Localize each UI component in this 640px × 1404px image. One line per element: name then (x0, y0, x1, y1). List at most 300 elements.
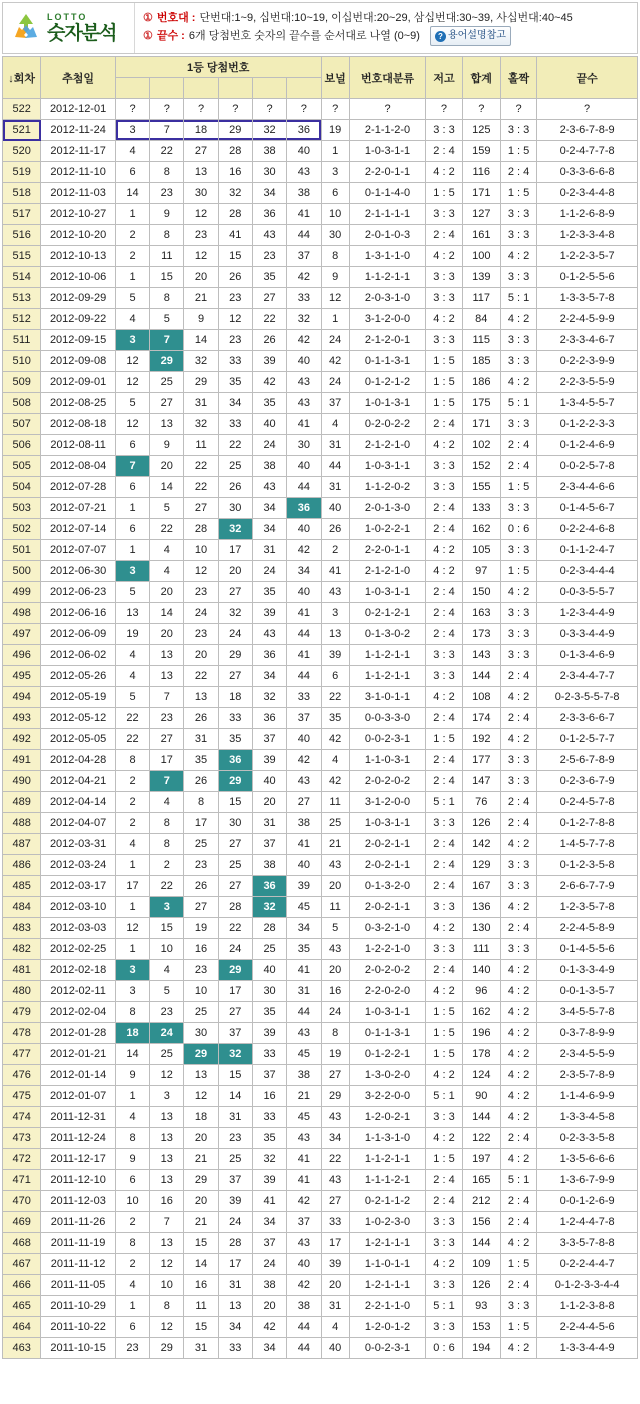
row-ball-5: 32 (252, 120, 286, 141)
row-round[interactable]: 517 (3, 204, 41, 225)
row-draw-date: 2012-09-08 (41, 351, 116, 372)
row-ball-3: 31 (184, 393, 218, 414)
row-draw-date: 2012-07-21 (41, 498, 116, 519)
row-round[interactable]: 502 (3, 519, 41, 540)
row-ball-6: 38 (287, 1296, 321, 1317)
row-bonus: ? (321, 99, 349, 120)
row-ball-1: 5 (115, 393, 149, 414)
row-ball-2: 15 (150, 267, 184, 288)
row-classify: 1-1-2-1-1 (349, 645, 426, 666)
row-ball-5: 39 (252, 1023, 286, 1044)
row-round[interactable]: 465 (3, 1296, 41, 1317)
table-row[interactable] (3, 855, 638, 876)
table-row[interactable] (3, 1044, 638, 1065)
row-round[interactable]: 477 (3, 1044, 41, 1065)
row-round[interactable]: 472 (3, 1149, 41, 1170)
col-header-classify[interactable]: 번호대분류 (349, 57, 426, 99)
row-sum: 96 (462, 981, 500, 1002)
table-row[interactable] (3, 393, 638, 414)
row-sum: ? (462, 99, 500, 120)
col-header-tail[interactable]: 끝수 (537, 57, 638, 99)
table-row[interactable] (3, 750, 638, 771)
row-sum: 125 (462, 120, 500, 141)
col-header-date[interactable]: 추첨일 (41, 57, 116, 99)
row-ball-5: 43 (252, 624, 286, 645)
row-tail: 0-1-1-2-4-7 (537, 540, 638, 561)
row-ball-5: 23 (252, 246, 286, 267)
row-classify: 2-2-1-1-0 (349, 1296, 426, 1317)
col-header-low-high[interactable]: 저고 (426, 57, 462, 99)
row-ball-5: 34 (252, 519, 286, 540)
col-header-ball-5 (252, 78, 286, 99)
table-row[interactable] (3, 351, 638, 372)
table-row[interactable] (3, 435, 638, 456)
row-round[interactable]: 471 (3, 1170, 41, 1191)
row-low-high: 3 : 3 (426, 456, 462, 477)
row-tail: 2-3-4-5-5-9 (537, 1044, 638, 1065)
row-ball-6: 35 (287, 939, 321, 960)
row-ball-4: 23 (218, 1128, 252, 1149)
table-row[interactable] (3, 1338, 638, 1359)
table-row[interactable] (3, 99, 638, 120)
row-sum: 174 (462, 708, 500, 729)
row-round[interactable]: 469 (3, 1212, 41, 1233)
table-row[interactable] (3, 708, 638, 729)
row-round[interactable]: 496 (3, 645, 41, 666)
row-classify: 1-2-1-1-1 (349, 1275, 426, 1296)
row-bonus: 1 (321, 309, 349, 330)
row-round[interactable]: 488 (3, 813, 41, 834)
row-ball-2: 8 (150, 1296, 184, 1317)
row-ball-3: 23 (184, 855, 218, 876)
row-ball-5: 20 (252, 1296, 286, 1317)
row-tail: 0-1-2-4-6-9 (537, 435, 638, 456)
row-round[interactable]: 513 (3, 288, 41, 309)
table-row[interactable] (3, 267, 638, 288)
row-low-high: 1 : 5 (426, 1023, 462, 1044)
row-ball-1: 1 (115, 855, 149, 876)
table-row[interactable] (3, 1086, 638, 1107)
row-sum: 90 (462, 1086, 500, 1107)
row-draw-date: 2011-10-22 (41, 1317, 116, 1338)
table-row[interactable] (3, 1170, 638, 1191)
row-round[interactable]: 490 (3, 771, 41, 792)
row-classify: 1-2-0-2-1 (349, 1107, 426, 1128)
row-low-high: 2 : 4 (426, 1170, 462, 1191)
row-round[interactable]: 475 (3, 1086, 41, 1107)
table-row[interactable] (3, 540, 638, 561)
table-row[interactable] (3, 1002, 638, 1023)
row-ball-1: 8 (115, 750, 149, 771)
row-round[interactable]: 487 (3, 834, 41, 855)
row-low-high: 2 : 4 (426, 624, 462, 645)
row-ball-4: 33 (218, 708, 252, 729)
row-draw-date: 2012-03-31 (41, 834, 116, 855)
row-low-high: 1 : 5 (426, 1149, 462, 1170)
table-row[interactable] (3, 498, 638, 519)
table-row[interactable] (3, 834, 638, 855)
table-row[interactable] (3, 309, 638, 330)
row-round[interactable]: 500 (3, 561, 41, 582)
table-row[interactable] (3, 1065, 638, 1086)
row-bonus: 10 (321, 204, 349, 225)
table-row[interactable] (3, 1212, 638, 1233)
table-row[interactable] (3, 792, 638, 813)
note-2-bullet-icon: ① (143, 30, 153, 42)
row-ball-6: 44 (287, 1338, 321, 1359)
row-ball-4: 41 (218, 225, 252, 246)
row-round[interactable]: 482 (3, 939, 41, 960)
row-ball-5: 25 (252, 939, 286, 960)
row-sum: 161 (462, 225, 500, 246)
row-ball-2: 13 (150, 1128, 184, 1149)
table-row[interactable] (3, 456, 638, 477)
row-low-high: 2 : 4 (426, 519, 462, 540)
row-classify: 3-2-2-0-0 (349, 1086, 426, 1107)
row-round[interactable]: 486 (3, 855, 41, 876)
row-ball-3: 10 (184, 540, 218, 561)
glossary-help-button[interactable] (430, 26, 511, 46)
table-row[interactable] (3, 918, 638, 939)
row-round[interactable]: 493 (3, 708, 41, 729)
row-low-high: 3 : 3 (426, 897, 462, 918)
row-ball-6: 40 (287, 855, 321, 876)
table-row[interactable] (3, 1023, 638, 1044)
row-odd-even: 4 : 2 (500, 246, 536, 267)
row-ball-4: 25 (218, 456, 252, 477)
row-ball-6: 36 (287, 120, 321, 141)
row-ball-4: 17 (218, 540, 252, 561)
row-low-high: 2 : 4 (426, 960, 462, 981)
row-ball-3: 8 (184, 792, 218, 813)
row-round[interactable]: 498 (3, 603, 41, 624)
row-sum: 147 (462, 771, 500, 792)
row-odd-even: 4 : 2 (500, 309, 536, 330)
table-row[interactable] (3, 519, 638, 540)
row-round[interactable]: 514 (3, 267, 41, 288)
row-classify: 0-1-3-2-0 (349, 876, 426, 897)
row-round[interactable]: 511 (3, 330, 41, 351)
table-row[interactable] (3, 582, 638, 603)
table-row[interactable] (3, 477, 638, 498)
row-round[interactable]: 509 (3, 372, 41, 393)
row-bonus: 33 (321, 1212, 349, 1233)
row-low-high: 4 : 2 (426, 162, 462, 183)
row-draw-date: 2012-07-28 (41, 477, 116, 498)
row-ball-1: 5 (115, 288, 149, 309)
col-header-bonus[interactable]: 보널 (321, 57, 349, 99)
table-row[interactable] (3, 1233, 638, 1254)
row-bonus: 40 (321, 1338, 349, 1359)
table-row[interactable] (3, 897, 638, 918)
row-sum: 144 (462, 666, 500, 687)
row-round[interactable]: 521 (3, 120, 41, 141)
table-row[interactable] (3, 1149, 638, 1170)
col-header-odd-even[interactable]: 홀짝 (500, 57, 536, 99)
row-ball-2: 7 (150, 687, 184, 708)
row-round[interactable]: 484 (3, 897, 41, 918)
table-row[interactable] (3, 330, 638, 351)
row-tail: 2-3-3-6-6-7 (537, 708, 638, 729)
row-round[interactable]: 516 (3, 225, 41, 246)
row-bonus: 43 (321, 582, 349, 603)
row-draw-date: 2011-12-24 (41, 1128, 116, 1149)
row-round[interactable]: 476 (3, 1065, 41, 1086)
row-round[interactable]: 489 (3, 792, 41, 813)
row-ball-3: 25 (184, 834, 218, 855)
row-ball-4: 33 (218, 1338, 252, 1359)
row-ball-1: 6 (115, 435, 149, 456)
row-ball-4: 12 (218, 309, 252, 330)
row-round[interactable]: 499 (3, 582, 41, 603)
table-row[interactable] (3, 729, 638, 750)
table-row[interactable] (3, 1191, 638, 1212)
row-tail: 1-2-3-5-7-8 (537, 897, 638, 918)
header-row (3, 57, 638, 78)
row-round[interactable]: 474 (3, 1107, 41, 1128)
row-round[interactable]: 504 (3, 477, 41, 498)
row-round[interactable]: 495 (3, 666, 41, 687)
row-ball-4: ? (218, 99, 252, 120)
row-round[interactable]: 492 (3, 729, 41, 750)
row-ball-1: 1 (115, 897, 149, 918)
row-ball-6: 45 (287, 1044, 321, 1065)
row-round[interactable]: 485 (3, 876, 41, 897)
row-sum: 162 (462, 519, 500, 540)
row-bonus: 39 (321, 645, 349, 666)
col-header-ball-4 (218, 78, 252, 99)
row-sum: 150 (462, 582, 500, 603)
row-odd-even: 1 : 5 (500, 1317, 536, 1338)
table-row[interactable] (3, 1296, 638, 1317)
row-round[interactable]: 483 (3, 918, 41, 939)
row-ball-5: 35 (252, 393, 286, 414)
table-row[interactable] (3, 183, 638, 204)
row-round[interactable]: 463 (3, 1338, 41, 1359)
row-ball-2: 4 (150, 540, 184, 561)
row-round[interactable]: 480 (3, 981, 41, 1002)
row-draw-date: 2011-12-10 (41, 1170, 116, 1191)
table-row[interactable] (3, 876, 638, 897)
row-classify: 0-1-1-3-1 (349, 351, 426, 372)
row-ball-3: 15 (184, 1317, 218, 1338)
col-header-sum[interactable]: 합계 (462, 57, 500, 99)
row-round[interactable]: 506 (3, 435, 41, 456)
row-round[interactable]: 501 (3, 540, 41, 561)
row-ball-1: 23 (115, 1338, 149, 1359)
row-classify: 1-1-2-0-2 (349, 477, 426, 498)
row-low-high: 2 : 4 (426, 750, 462, 771)
row-round[interactable]: 481 (3, 960, 41, 981)
row-ball-4: 37 (218, 1170, 252, 1191)
row-round[interactable]: 468 (3, 1233, 41, 1254)
row-sum: 126 (462, 813, 500, 834)
table-row[interactable] (3, 981, 638, 1002)
row-sum: 133 (462, 498, 500, 519)
table-row[interactable] (3, 1128, 638, 1149)
row-ball-2: 27 (150, 729, 184, 750)
row-round[interactable]: 464 (3, 1317, 41, 1338)
row-bonus: 43 (321, 1107, 349, 1128)
row-ball-5: 36 (252, 708, 286, 729)
row-ball-5: 24 (252, 561, 286, 582)
row-sum: 163 (462, 603, 500, 624)
row-sum: 144 (462, 1233, 500, 1254)
row-ball-2: 7 (150, 1212, 184, 1233)
row-odd-even: 4 : 2 (500, 1023, 536, 1044)
table-row[interactable] (3, 771, 638, 792)
row-sum: 97 (462, 561, 500, 582)
row-round[interactable]: 479 (3, 1002, 41, 1023)
row-ball-2: 22 (150, 519, 184, 540)
row-round[interactable]: 497 (3, 624, 41, 645)
row-sum: 144 (462, 1107, 500, 1128)
row-ball-2: 16 (150, 1191, 184, 1212)
row-tail: 0-1-2-2-3-3 (537, 414, 638, 435)
row-ball-4: 27 (218, 666, 252, 687)
row-ball-1: 1 (115, 540, 149, 561)
row-odd-even: 3 : 3 (500, 120, 536, 141)
row-round[interactable]: 522 (3, 99, 41, 120)
row-tail: 1-2-2-3-5-7 (537, 246, 638, 267)
row-tail: 1-1-4-6-9-9 (537, 1086, 638, 1107)
table-row[interactable] (3, 246, 638, 267)
row-ball-3: 31 (184, 729, 218, 750)
table-row[interactable] (3, 162, 638, 183)
row-ball-5: 34 (252, 1212, 286, 1233)
table-row[interactable] (3, 372, 638, 393)
row-classify: 1-0-3-1-1 (349, 813, 426, 834)
table-row[interactable] (3, 624, 638, 645)
row-ball-5: 22 (252, 309, 286, 330)
row-ball-4: 23 (218, 330, 252, 351)
row-round[interactable]: 503 (3, 498, 41, 519)
row-bonus: 3 (321, 162, 349, 183)
lotto-analysis-page (0, 2, 640, 1404)
row-round[interactable]: 505 (3, 456, 41, 477)
row-tail: 0-2-3-6-7-9 (537, 771, 638, 792)
row-ball-3: 32 (184, 414, 218, 435)
row-ball-1: 22 (115, 729, 149, 750)
row-ball-4: 34 (218, 1317, 252, 1338)
row-round[interactable]: 466 (3, 1275, 41, 1296)
row-bonus: 24 (321, 372, 349, 393)
row-draw-date: 2012-03-03 (41, 918, 116, 939)
row-bonus: 6 (321, 183, 349, 204)
row-ball-5: 32 (252, 897, 286, 918)
row-round[interactable]: 520 (3, 141, 41, 162)
row-ball-6: 38 (287, 1065, 321, 1086)
table-row[interactable] (3, 1275, 638, 1296)
recycle-arrows-icon (9, 11, 43, 45)
row-ball-5: 30 (252, 981, 286, 1002)
row-odd-even: 2 : 4 (500, 1191, 536, 1212)
row-ball-4: 27 (218, 834, 252, 855)
row-tail: ? (537, 99, 638, 120)
row-ball-6: 41 (287, 1170, 321, 1191)
row-tail: 2-3-4-4-6-6 (537, 477, 638, 498)
row-ball-6: 42 (287, 1275, 321, 1296)
table-row[interactable] (3, 939, 638, 960)
row-round[interactable]: 510 (3, 351, 41, 372)
row-low-high: 1 : 5 (426, 1044, 462, 1065)
row-draw-date: 2011-10-15 (41, 1338, 116, 1359)
row-ball-2: 5 (150, 981, 184, 1002)
row-sum: 102 (462, 435, 500, 456)
row-round[interactable]: 491 (3, 750, 41, 771)
row-ball-3: 21 (184, 1212, 218, 1233)
table-row[interactable] (3, 645, 638, 666)
row-low-high: 1 : 5 (426, 1002, 462, 1023)
row-tail: 0-2-2-4-4-7 (537, 1254, 638, 1275)
logo[interactable] (3, 3, 135, 53)
row-round[interactable]: 512 (3, 309, 41, 330)
table-row[interactable] (3, 414, 638, 435)
row-ball-6: 44 (287, 1317, 321, 1338)
table-row[interactable] (3, 288, 638, 309)
row-classify: 1-2-0-1-2 (349, 1317, 426, 1338)
row-ball-6: 36 (287, 498, 321, 519)
row-ball-5: 31 (252, 813, 286, 834)
row-round[interactable]: 494 (3, 687, 41, 708)
row-ball-2: 23 (150, 1002, 184, 1023)
row-low-high: 4 : 2 (426, 687, 462, 708)
row-low-high: 2 : 4 (426, 498, 462, 519)
row-ball-6: 30 (287, 435, 321, 456)
row-classify: 1-3-1-1-0 (349, 246, 426, 267)
row-odd-even: 4 : 2 (500, 1044, 536, 1065)
table-row[interactable] (3, 225, 638, 246)
row-round[interactable]: 473 (3, 1128, 41, 1149)
row-draw-date: 2011-12-03 (41, 1191, 116, 1212)
row-sum: 105 (462, 540, 500, 561)
col-header-round[interactable]: ↓회차 (3, 57, 41, 99)
table-row[interactable] (3, 120, 638, 141)
table-row[interactable] (3, 1254, 638, 1275)
table-row[interactable] (3, 603, 638, 624)
table-row[interactable] (3, 687, 638, 708)
table-row[interactable] (3, 141, 638, 162)
row-round[interactable]: 518 (3, 183, 41, 204)
row-odd-even: 2 : 4 (500, 918, 536, 939)
row-ball-3: 26 (184, 876, 218, 897)
table-row[interactable] (3, 666, 638, 687)
table-row[interactable] (3, 204, 638, 225)
row-classify: 0-0-2-3-1 (349, 729, 426, 750)
row-round[interactable]: 519 (3, 162, 41, 183)
row-round[interactable]: 507 (3, 414, 41, 435)
row-ball-6: 43 (287, 162, 321, 183)
table-row[interactable] (3, 1317, 638, 1338)
row-round[interactable]: 467 (3, 1254, 41, 1275)
row-ball-3: ? (184, 99, 218, 120)
row-round[interactable]: 478 (3, 1023, 41, 1044)
row-classify: 2-1-1-1-1 (349, 204, 426, 225)
row-round[interactable]: 470 (3, 1191, 41, 1212)
row-ball-3: 27 (184, 897, 218, 918)
row-ball-1: 1 (115, 1086, 149, 1107)
table-row[interactable] (3, 1107, 638, 1128)
row-tail: 1-3-3-5-7-8 (537, 288, 638, 309)
row-low-high: 3 : 3 (426, 267, 462, 288)
table-row[interactable] (3, 561, 638, 582)
table-row[interactable] (3, 960, 638, 981)
row-round[interactable]: 515 (3, 246, 41, 267)
row-round[interactable]: 508 (3, 393, 41, 414)
table-row[interactable] (3, 813, 638, 834)
row-draw-date: 2012-02-11 (41, 981, 116, 1002)
row-ball-4: 32 (218, 183, 252, 204)
